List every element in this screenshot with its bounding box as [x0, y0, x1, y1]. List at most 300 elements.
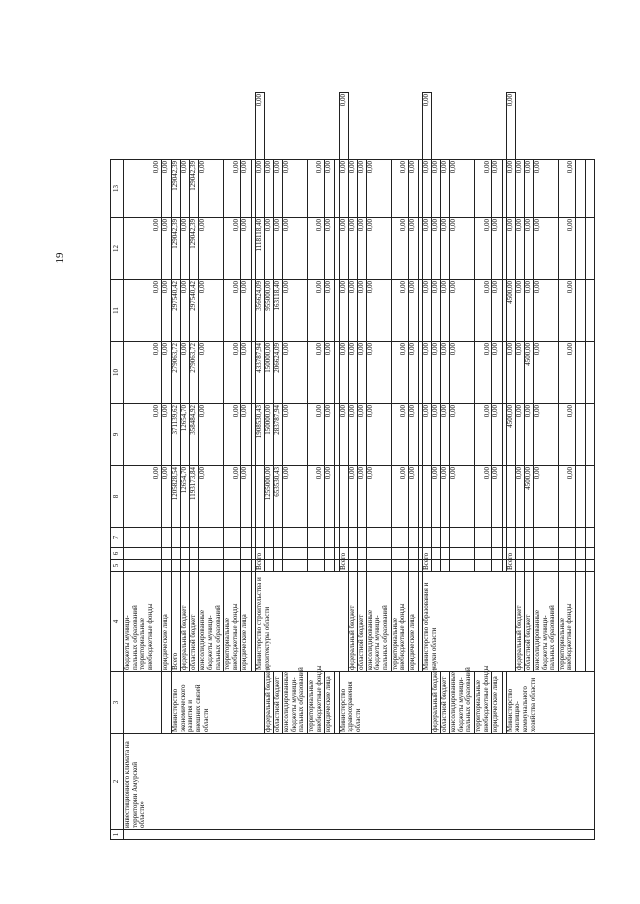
value-cell: [586, 466, 595, 528]
value-cell: 0,00: [161, 160, 171, 218]
source-line: пальных образований: [548, 605, 557, 670]
value-cell: 0,00: [124, 218, 162, 280]
column-7-cell: [273, 528, 282, 548]
value-cell: 0,00: [282, 404, 307, 466]
column-6-cell: [524, 548, 533, 560]
value-cell: 0,00: [348, 466, 357, 528]
value-cell: 0,00: [224, 218, 241, 280]
source-cell: [558, 572, 575, 672]
value-cell: 0,00: [533, 160, 558, 218]
value-cell: 0,00: [181, 160, 190, 218]
value-cell: 0,00: [441, 160, 450, 218]
column-5-cell: [181, 560, 190, 572]
value-cell: 0,00: [348, 342, 357, 404]
source-cell: [338, 552, 348, 572]
column-header-row: [111, 93, 124, 840]
column-header: 4: [111, 572, 124, 672]
column-5-cell: [366, 560, 391, 572]
table-row: [124, 93, 162, 840]
value-cell: 0,00: [366, 466, 391, 528]
value-cell: 0,00: [391, 342, 408, 404]
value-cell: 163118,40: [273, 280, 282, 342]
value-cell: 0,00: [558, 342, 575, 404]
value-cell: 0,00: [441, 218, 450, 280]
column-6-cell: [586, 548, 595, 560]
value-cell: 0,00: [558, 466, 575, 528]
column-6-cell: [241, 548, 251, 560]
value-cell: 0,00: [408, 160, 418, 218]
column-1-cell: [124, 830, 595, 840]
value-cell: 0,00: [199, 342, 224, 404]
value-cell: 358484,92: [190, 404, 199, 466]
value-cell: 4500,00: [524, 342, 533, 404]
value-cell: 0,00: [161, 342, 171, 404]
value-cell: 12654,70: [181, 466, 190, 528]
column-7-cell: [324, 528, 334, 548]
source-cell: юридические лица: [324, 672, 334, 734]
column-header: 6: [111, 548, 124, 560]
value-cell: 0,00: [441, 466, 450, 528]
source-cell: [199, 572, 224, 672]
column-6-cell: [450, 548, 475, 560]
table-row: [324, 93, 334, 840]
column-5-cell: [515, 560, 524, 572]
column-6-cell: [558, 548, 575, 560]
value-cell: 0,00: [264, 218, 273, 280]
source-cell: юридические лица: [241, 572, 251, 672]
column-5-cell: [161, 560, 171, 572]
value-cell: 0,00: [450, 466, 475, 528]
value-cell: 0,00: [366, 342, 391, 404]
table-row: [492, 93, 502, 840]
value-cell: 0,00: [515, 404, 524, 466]
value-cell: 0,00: [324, 160, 334, 218]
column-6-cell: [181, 548, 190, 560]
column-6-cell: [575, 548, 585, 560]
source-cell: [348, 572, 357, 672]
column-7-cell: [161, 528, 171, 548]
value-cell: 150000,00: [264, 342, 273, 404]
value-cell: 1193173,84: [190, 466, 199, 528]
column-5-cell: [307, 560, 324, 572]
source-line: областной бюджет: [189, 614, 198, 670]
column-6-cell: [307, 548, 324, 560]
column-6-cell: [190, 548, 199, 560]
column-6-cell: [492, 548, 502, 560]
value-cell: 0,00: [450, 218, 475, 280]
column-5-cell: [575, 560, 585, 572]
column-5-cell: [524, 560, 533, 572]
source-line: внебюджетные фонды: [145, 603, 154, 670]
source-cell: юридические лица: [492, 672, 502, 734]
value-cell: 0,00: [492, 280, 502, 342]
value-cell: 0,00: [366, 280, 391, 342]
value-cell: 0,00: [357, 218, 366, 280]
column-header: 2: [111, 734, 124, 830]
column-5-cell: [533, 560, 558, 572]
source-line: внебюджетные фонды: [565, 603, 574, 670]
source-cell: [422, 552, 432, 572]
budget-table: [110, 92, 595, 840]
value-cell: 0,00: [348, 280, 357, 342]
value-cell: 0,00: [241, 404, 251, 466]
column-6-cell: [408, 548, 418, 560]
value-cell: 1908530,43: [255, 404, 264, 466]
column-header: 1: [111, 830, 124, 840]
column-5-cell: [324, 560, 334, 572]
source-line: Всего: [171, 652, 180, 670]
value-cell: 206624,09: [273, 342, 282, 404]
value-cell: 0,00: [339, 280, 348, 342]
value-cell: 0,00: [199, 160, 224, 218]
value-cell: 0,00: [475, 342, 492, 404]
value-cell: 0,00: [307, 466, 324, 528]
column-6-cell: [348, 548, 357, 560]
column-6-cell: [282, 548, 307, 560]
column-7-cell: [515, 528, 524, 548]
source-line: консолидированные: [532, 610, 541, 670]
column-5-cell: [432, 560, 441, 572]
column-6-cell: [432, 548, 441, 560]
column-7-cell: [282, 528, 307, 548]
value-cell: [575, 404, 585, 466]
source-line: бюджеты муници-: [205, 615, 214, 670]
value-cell: 0,00: [506, 342, 515, 404]
source-line: федеральный бюджет: [431, 667, 440, 732]
value-cell: 0,00: [224, 404, 241, 466]
value-cell: 0,00: [224, 280, 241, 342]
value-cell: 0,00: [224, 342, 241, 404]
value-cell: 0,00: [475, 466, 492, 528]
column-7-cell: [348, 528, 357, 548]
source-line: внебюджетные фонды: [314, 665, 323, 732]
source-line: областной бюджет: [272, 676, 281, 732]
source-cell: [224, 572, 241, 672]
value-cell: 0,00: [324, 404, 334, 466]
column-header: 3: [111, 672, 124, 734]
value-cell: 0,00: [432, 404, 441, 466]
value-cell: 0,00: [391, 404, 408, 466]
source-line: бюджеты муници-: [289, 677, 298, 732]
value-cell: 0,00: [533, 404, 558, 466]
column-5-cell: [190, 560, 199, 572]
column-6-cell: [324, 548, 334, 560]
column-6-cell: [515, 548, 524, 560]
value-cell: [575, 160, 585, 218]
column-7-cell: [199, 528, 224, 548]
source-line: бюджеты муници-: [540, 615, 549, 670]
org-cell: [124, 672, 162, 734]
column-5-cell: [391, 560, 408, 572]
column-6-cell: [161, 548, 171, 560]
source-line: федеральный бюджет: [180, 605, 189, 670]
source-line: федеральный бюджет: [263, 667, 272, 732]
value-cell: 1205828,54: [172, 466, 181, 528]
value-cell: 0,00: [161, 404, 171, 466]
value-cell: 0,00: [391, 466, 408, 528]
column-6-cell: [475, 548, 492, 560]
value-cell: 4500,00: [506, 404, 515, 466]
value-cell: 0,00: [391, 218, 408, 280]
column-7-cell: [307, 528, 324, 548]
value-cell: 0,00: [408, 404, 418, 466]
column-6-cell: [506, 528, 515, 548]
column-5-cell: [558, 560, 575, 572]
value-cell: [586, 404, 595, 466]
value-cell: 0,00: [324, 466, 334, 528]
source-cell: [306, 665, 324, 734]
value-cell: 0,00: [348, 218, 357, 280]
value-cell: 12654,70: [181, 404, 190, 466]
column-7-cell: [441, 528, 450, 548]
value-cell: 356624,09: [255, 280, 264, 342]
source-line: внебюджетные фонды: [230, 603, 239, 670]
value-cell: 0,00: [515, 160, 524, 218]
source-line: областной бюджет: [523, 614, 532, 670]
source-cell: [505, 552, 515, 572]
page-number: 19: [54, 252, 66, 264]
column-5-cell: [273, 560, 282, 572]
value-cell: 0,00: [199, 466, 224, 528]
value-cell: 0,00: [450, 404, 475, 466]
column-header: 7: [111, 528, 124, 548]
value-cell: 0,00: [181, 342, 190, 404]
value-cell: 0,00: [357, 466, 366, 528]
value-cell: 0,00: [199, 280, 224, 342]
value-cell: 279063,72: [190, 342, 199, 404]
value-cell: 0,00: [391, 160, 408, 218]
source-line: федеральный бюджет: [514, 605, 523, 670]
source-line: бюджеты муници-: [456, 677, 465, 732]
source-cell: [575, 572, 585, 672]
source-line: Всего: [338, 552, 347, 570]
value-cell: 0,00: [391, 280, 408, 342]
value-cell: 129042,39: [190, 160, 199, 218]
value-cell: 0,00: [524, 218, 533, 280]
source-cell: [586, 572, 595, 672]
value-cell: 0,00: [124, 160, 162, 218]
value-cell: 0,00: [282, 218, 307, 280]
value-cell: 955000,00: [264, 280, 273, 342]
value-cell: [586, 280, 595, 342]
source-line: Всего: [254, 552, 263, 570]
value-cell: 0,00: [515, 280, 524, 342]
value-cell: 653530,43: [273, 466, 282, 528]
value-cell: 0,00: [524, 404, 533, 466]
value-cell: 0,00: [324, 342, 334, 404]
value-cell: 0,00: [357, 404, 366, 466]
column-6-cell: [264, 548, 273, 560]
column-header: 10: [111, 342, 124, 404]
column-5-cell: [282, 560, 307, 572]
value-cell: 0,00: [255, 93, 264, 160]
value-cell: [586, 218, 595, 280]
column-header: 8: [111, 466, 124, 528]
source-cell: [474, 665, 492, 734]
value-cell: 0,00: [357, 160, 366, 218]
value-cell: 0,00: [307, 280, 324, 342]
value-cell: 0,00: [423, 404, 432, 466]
column-header: 5: [111, 560, 124, 572]
value-cell: 0,00: [124, 404, 162, 466]
source-line: территориальные: [390, 617, 399, 670]
value-cell: 0,00: [506, 160, 515, 218]
value-cell: 1118118,40: [255, 218, 264, 280]
value-cell: 0,00: [408, 218, 418, 280]
source-line: территориальные: [306, 679, 315, 732]
value-cell: 0,00: [492, 160, 502, 218]
value-cell: 0,00: [307, 342, 324, 404]
value-cell: 0,00: [558, 160, 575, 218]
value-cell: 0,00: [282, 466, 307, 528]
column-7-cell: [492, 528, 502, 548]
value-cell: 0,00: [408, 466, 418, 528]
table-row: [339, 93, 348, 840]
value-cell: 0,00: [282, 160, 307, 218]
value-cell: 1255000,00: [264, 466, 273, 528]
value-cell: 0,00: [558, 280, 575, 342]
value-cell: 0,00: [524, 280, 533, 342]
value-cell: 0,00: [432, 160, 441, 218]
value-cell: 0,00: [558, 218, 575, 280]
value-cell: 0,00: [273, 160, 282, 218]
source-line: внебюджетные фонды: [481, 665, 490, 732]
table-row: [161, 93, 171, 840]
column-7-cell: [475, 528, 492, 548]
value-cell: 0,00: [181, 280, 190, 342]
table-row: [475, 93, 492, 840]
column-5-cell: [199, 560, 224, 572]
source-line: Всего: [505, 552, 514, 570]
value-cell: 0,00: [423, 342, 432, 404]
value-cell: 0,00: [124, 342, 162, 404]
column-6-cell: [273, 548, 282, 560]
value-cell: 0,00: [533, 342, 558, 404]
value-cell: 0,00: [492, 342, 502, 404]
value-cell: 0,00: [324, 280, 334, 342]
column-7-cell: [181, 528, 190, 548]
value-cell: [575, 342, 585, 404]
value-cell: 0,00: [423, 93, 432, 160]
value-cell: [575, 280, 585, 342]
source-line: территориальные: [557, 617, 566, 670]
value-cell: 297540,42: [172, 280, 181, 342]
value-cell: 0,00: [339, 404, 348, 466]
column-5-cell: [264, 560, 273, 572]
column-7-cell: [224, 528, 241, 548]
column-5-cell: [241, 560, 251, 572]
source-line: консолидированные: [365, 610, 374, 670]
column-5-cell: [357, 560, 366, 572]
table-stage: [110, 92, 595, 840]
value-cell: 0,00: [475, 280, 492, 342]
value-cell: 0,00: [506, 93, 515, 160]
column-7-cell: [408, 528, 418, 548]
value-cell: 0,00: [348, 160, 357, 218]
value-cell: 0,00: [441, 342, 450, 404]
source-cell: [449, 667, 475, 734]
ministry-name: Министерство здравоохранения области: [339, 672, 432, 734]
column-header: 11: [111, 280, 124, 342]
value-cell: 4500,00: [524, 466, 533, 528]
value-cell: 0,00: [450, 280, 475, 342]
value-cell: 0,00: [307, 160, 324, 218]
value-cell: 0,00: [161, 466, 171, 528]
column-6-cell: [366, 548, 391, 560]
source-cell: [391, 572, 408, 672]
column-6-cell: [391, 548, 408, 560]
value-cell: 0,00: [357, 280, 366, 342]
column-7-cell: [575, 528, 585, 548]
column-6-cell: [441, 548, 450, 560]
value-cell: 0,00: [339, 218, 348, 280]
column-5-cell: [124, 560, 162, 572]
value-cell: 0,00: [357, 342, 366, 404]
value-cell: 0,00: [339, 160, 348, 218]
value-cell: 0,00: [515, 218, 524, 280]
value-cell: 0,00: [558, 404, 575, 466]
value-cell: 0,00: [264, 160, 273, 218]
value-cell: 0,00: [161, 218, 171, 280]
value-cell: 0,00: [282, 280, 307, 342]
value-cell: 0,00: [282, 342, 307, 404]
value-cell: 283787,94: [273, 404, 282, 466]
source-line: Всего: [422, 552, 431, 570]
column-header: 12: [111, 218, 124, 280]
value-cell: 0,00: [241, 160, 251, 218]
ministry-name: Министерство строительства и архитектуры области: [255, 572, 348, 672]
value-cell: [586, 342, 595, 404]
value-cell: 0,00: [273, 218, 282, 280]
column-7-cell: [533, 528, 558, 548]
column-7-cell: [391, 528, 408, 548]
value-cell: 0,00: [366, 160, 391, 218]
source-cell: юридические лица: [161, 572, 171, 672]
value-cell: 0,00: [366, 218, 391, 280]
program-cell: инвестиционного климата на территории Амурской области»: [124, 734, 595, 830]
value-cell: 0,00: [475, 404, 492, 466]
source-line: областной бюджет: [440, 676, 449, 732]
source-line: пальных образований: [297, 667, 306, 732]
table-row: [506, 93, 515, 840]
value-cell: 371139,62: [172, 404, 181, 466]
value-cell: 0,00: [492, 404, 502, 466]
ministry-name: Министерство образования и науки области: [423, 572, 516, 672]
column-5-cell: [172, 560, 181, 572]
source-line: бюджеты муници-: [123, 615, 131, 670]
source-line: территориальные: [223, 617, 232, 670]
value-cell: 0,00: [224, 466, 241, 528]
ministry-name: Министерство жилищно-коммунального хозяйства области: [506, 672, 594, 734]
column-6-cell: [423, 528, 432, 548]
column-5-cell: [450, 560, 475, 572]
source-line: консолидированные: [198, 610, 207, 670]
value-cell: 0,00: [432, 280, 441, 342]
value-cell: 129042,39: [190, 218, 199, 280]
column-7-cell: [339, 466, 348, 528]
value-cell: 433787,94: [255, 342, 264, 404]
source-line: пальных образований: [464, 667, 473, 732]
source-line: пальных образований: [380, 605, 389, 670]
column-6-cell: [255, 528, 264, 548]
org-cell: [161, 672, 171, 734]
value-cell: 0,00: [475, 160, 492, 218]
value-cell: 150000,00: [264, 404, 273, 466]
column-7-cell: [264, 528, 273, 548]
column-6-cell: [124, 548, 162, 560]
value-cell: 0,00: [241, 280, 251, 342]
source-cell: [124, 572, 162, 672]
